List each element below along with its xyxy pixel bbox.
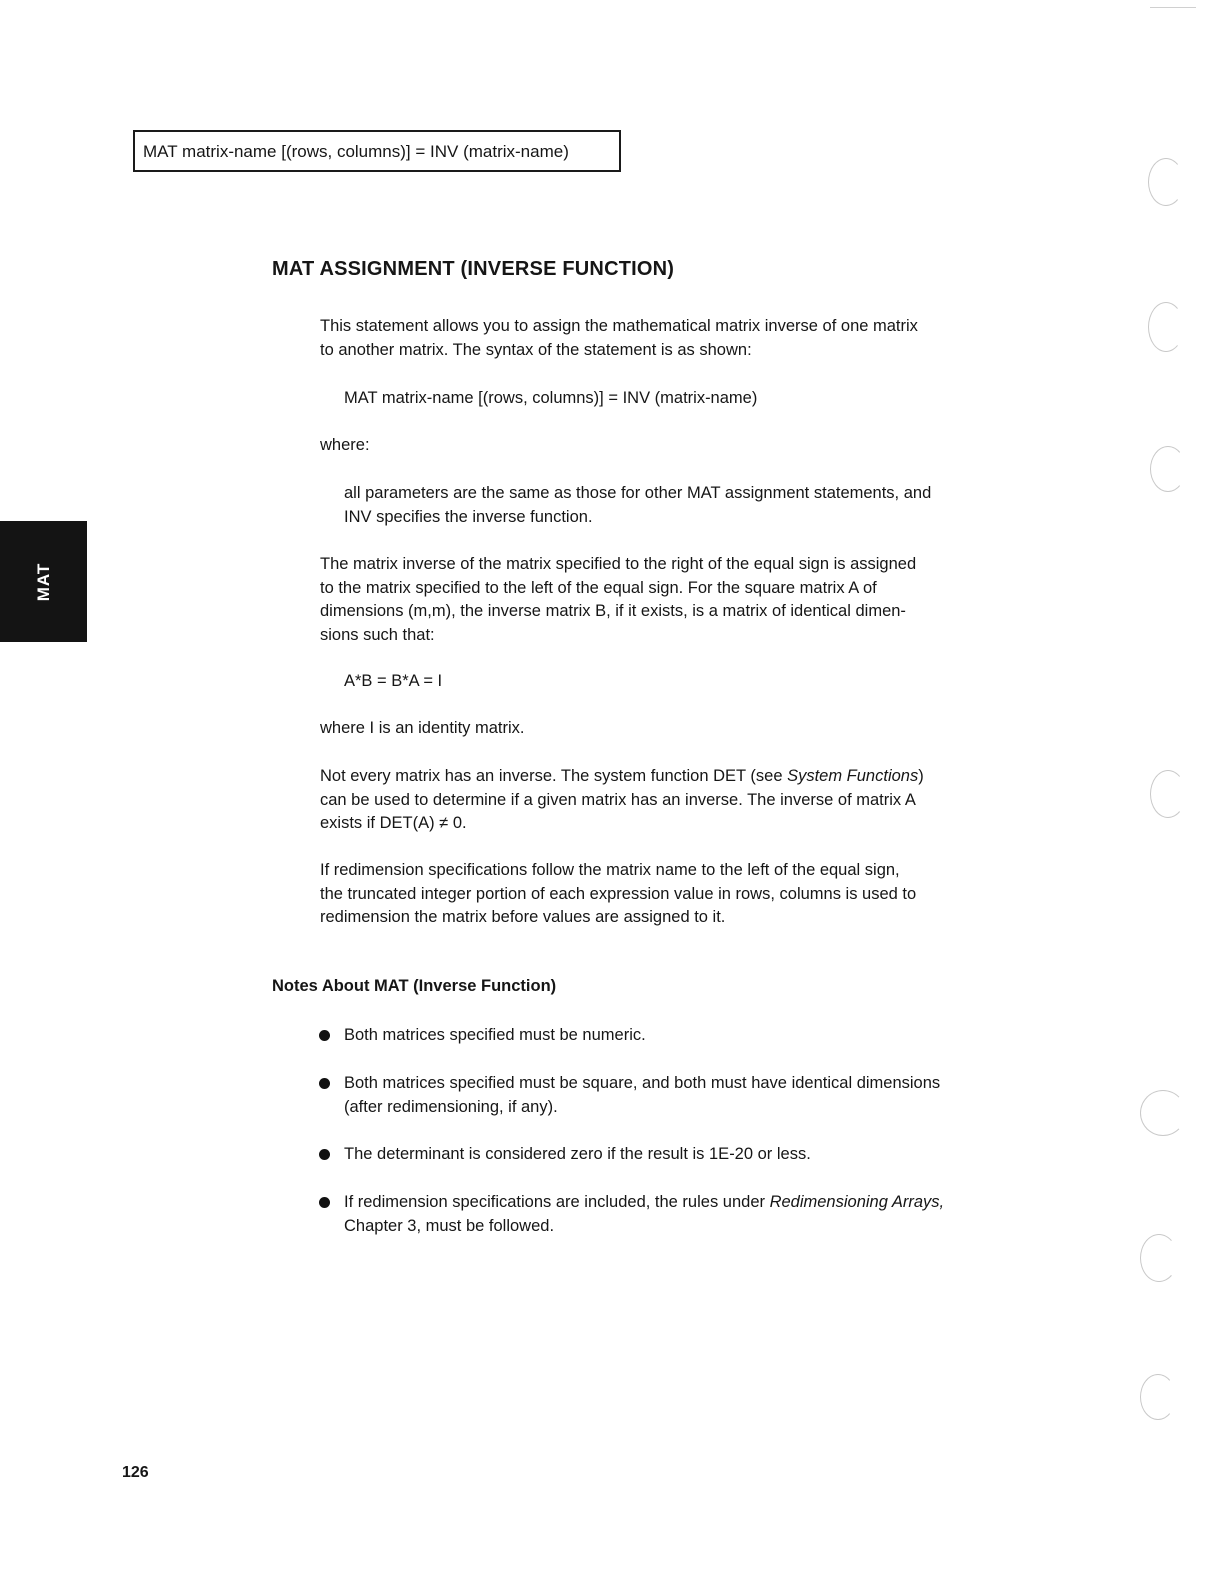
notes-heading: Notes About MAT (Inverse Function) xyxy=(272,977,557,995)
scan-edge-rule xyxy=(1150,7,1196,8)
bullet-icon xyxy=(319,1030,330,1041)
det-line-1-start: Not every matrix has an inverse. The system function DET (see xyxy=(320,767,788,785)
params-line-1: all parameters are the same as those for other MAT assignment statements, and xyxy=(344,484,932,502)
binder-hole-mark xyxy=(1148,302,1184,352)
det-line-1-end: ) xyxy=(918,767,924,785)
intro-line-1: This statement allows you to assign the mathematical matrix inverse of one matrix xyxy=(320,317,918,335)
note-text xyxy=(344,1072,1014,1119)
page-number: 126 xyxy=(122,1464,149,1481)
note-2-line-2: (after redimensioning, if any). xyxy=(344,1097,558,1116)
redim-line-2: the truncated integer portion of each expression value in rows, columns is used to xyxy=(320,884,917,903)
binder-hole-mark xyxy=(1148,158,1184,206)
binder-hole-mark xyxy=(1140,1234,1178,1282)
parameters-description xyxy=(344,482,1004,529)
inverse-line-2: to the matrix specified to the left of the equal sign. For the square matrix A of xyxy=(320,578,877,597)
note-4-start: If redimension specifications are included, the rules under xyxy=(344,1193,770,1211)
section-heading: MAT ASSIGNMENT (INVERSE FUNCTION) xyxy=(272,258,675,280)
binder-hole-mark xyxy=(1140,1374,1176,1420)
identity-line: where I is an identity matrix. xyxy=(320,719,525,737)
intro-paragraph xyxy=(320,315,1010,362)
section-thumb-tab xyxy=(0,521,87,642)
redim-line-1: If redimension specifications follow the matrix name to the left of the equal sign, xyxy=(320,861,900,879)
bullet-icon xyxy=(319,1149,330,1160)
inverse-line-1: The matrix inverse of the matrix specified to the right of the equal sign is assigned xyxy=(320,555,917,573)
redimension-paragraph xyxy=(320,859,1010,930)
intro-line-2: to another matrix. The syntax of the statement is as shown: xyxy=(320,340,752,359)
det-line-3: exists if DET(A) ≠ 0. xyxy=(320,814,467,832)
syntax-summary-box xyxy=(133,130,621,172)
note-text: Both matrices specified must be numeric. xyxy=(344,1026,646,1044)
params-line-2: INV specifies the inverse function. xyxy=(344,507,593,526)
det-line-2: can be used to determine if a given matrix has an inverse. The inverse of matrix A xyxy=(320,790,916,809)
note-4-line-2: Chapter 3, must be followed. xyxy=(344,1216,555,1235)
inverse-paragraph xyxy=(320,553,1010,647)
bullet-icon xyxy=(319,1197,330,1208)
syntax-summary-text: MAT matrix-name [(rows, columns)] = INV (matrix-name) xyxy=(143,142,569,161)
note-text xyxy=(344,1191,1014,1238)
binder-hole-mark xyxy=(1150,770,1186,818)
binder-hole-mark xyxy=(1150,446,1186,492)
system-functions-reference: System Functions xyxy=(787,767,919,785)
binder-hole-mark xyxy=(1140,1090,1186,1136)
inverse-line-4: sions such that: xyxy=(320,625,435,644)
note-text: The determinant is considered zero if the result is 1E-20 or less. xyxy=(344,1145,811,1163)
section-thumb-tab-label: MAT xyxy=(33,562,53,601)
bullet-icon xyxy=(319,1078,330,1089)
where-label: where: xyxy=(320,436,370,454)
redimensioning-arrays-reference: Redimensioning Arrays, xyxy=(769,1193,945,1211)
redim-line-3: redimension the matrix before values are assigned to it. xyxy=(320,908,726,926)
inverse-line-3: dimensions (m,m), the inverse matrix B, if it exists, is a matrix of identical dimen- xyxy=(320,602,906,620)
syntax-example: MAT matrix-name [(rows, columns)] = INV (matrix-name) xyxy=(344,389,758,407)
equation: A*B = B*A = I xyxy=(344,672,443,690)
det-paragraph xyxy=(320,765,1010,836)
note-2-line-1: Both matrices specified must be square, and both must have identical dimensions xyxy=(344,1074,941,1092)
